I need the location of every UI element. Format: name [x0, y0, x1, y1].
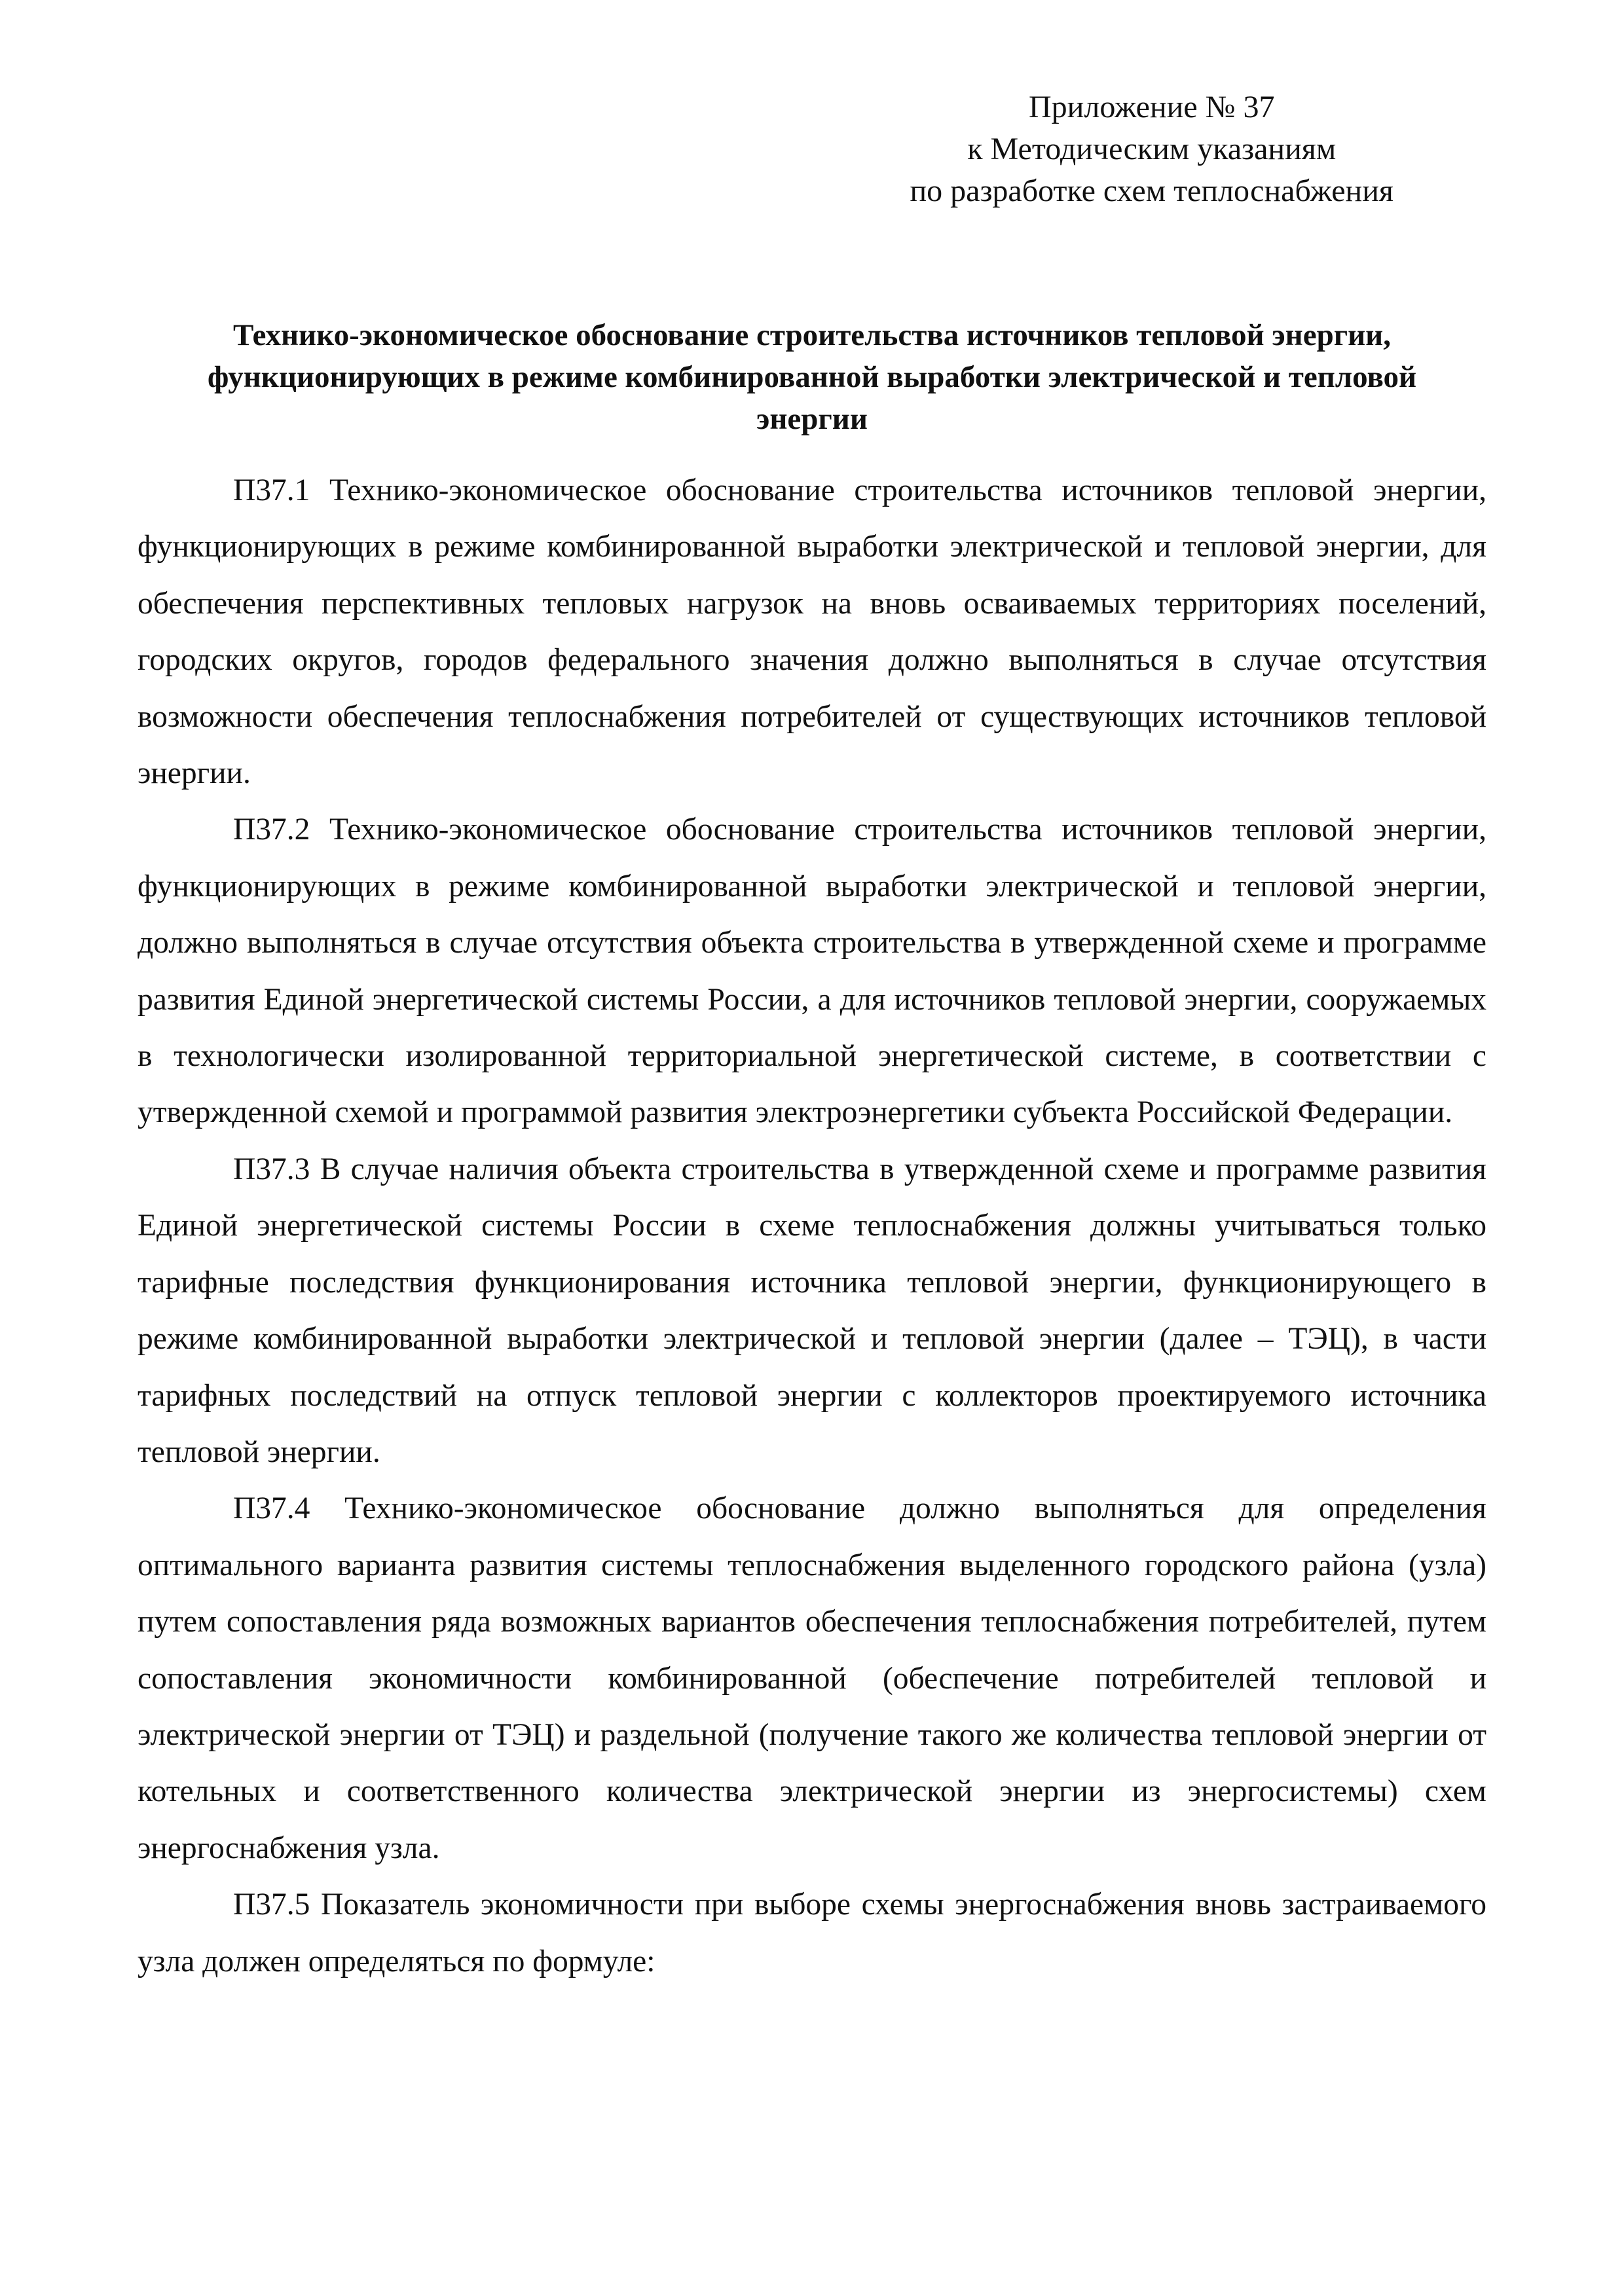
document-title: Технико-экономическое обоснование строительства источников тепловой энергии, функционирующих в режиме комбинированной выработки электрической и тепловой энергии — [207, 318, 1417, 436]
appendix-number: Приложение № 37 — [1029, 90, 1275, 124]
paragraph-p37-1: П37.1 Технико-экономическое обоснование строительства источников тепловой энергии, функционирующих в режиме комбинированной выработки электрической и тепловой энергии, для обеспечения перспективных тепловых нагрузок на вновь осваиваемых территориях поселений, городских округов, городов федерального значения должно выполняться в случае отсутствия возможности обеспечения теплоснабжения потребителей от существующих источников тепловой энергии. — [138, 473, 1486, 791]
paragraph-p37-2: П37.2 Технико-экономическое обоснование строительства источников тепловой энергии, функционирующих в режиме комбинированной выработки электрической и тепловой энергии, должно выполняться в случае отсутствия объекта строительства в утвержденной схеме и программе развития Единой энергетической системы России, а для источников тепловой энергии, сооружаемых в технологически изолированной территориальной энергетической системе, в соответствии с утвержденной схемой и программой развития электроэнергетики субъекта Российской Федерации. — [138, 812, 1486, 1130]
appendix-reference: к Методическим указаниям — [967, 132, 1337, 166]
paragraph-p37-4: П37.4 Технико-экономическое обоснование должно выполняться для определения оптимального варианта развития системы теплоснабжения выделенного городского района (узла) путем сопоставления ряда возможных вариантов обеспечения теплоснабжения потребителей, путем сопоставления экономичности комбинированной (обеспечение потребителей тепловой и электрической энергии от ТЭЦ) и раздельной (получение такого же количества тепловой энергии от котельных и соответственного количества электрической энергии из энергосистемы) схем энергоснабжения узла. — [138, 1491, 1486, 1865]
paragraph-p37-3: П37.3 В случае наличия объекта строительства в утвержденной схеме и программе развития Единой энергетической системы России в схеме теплоснабжения должны учитываться только тарифные последствия функционирования источника тепловой энергии, функционирующего в режиме комбинированной выработки электрической и тепловой энергии (далее – ТЭЦ), в части тарифных последствий на отпуск тепловой энергии с коллекторов проектируемого источника тепловой энергии. — [138, 1152, 1486, 1469]
paragraph-p37-5: П37.5 Показатель экономичности при выборе схемы энергоснабжения вновь застраиваемого узла должен определяться по формуле: — [138, 1887, 1486, 1978]
document-body — [138, 462, 1486, 1990]
appendix-header — [910, 86, 1393, 212]
appendix-reference-continued: по разработке схем теплоснабжения — [910, 173, 1393, 208]
